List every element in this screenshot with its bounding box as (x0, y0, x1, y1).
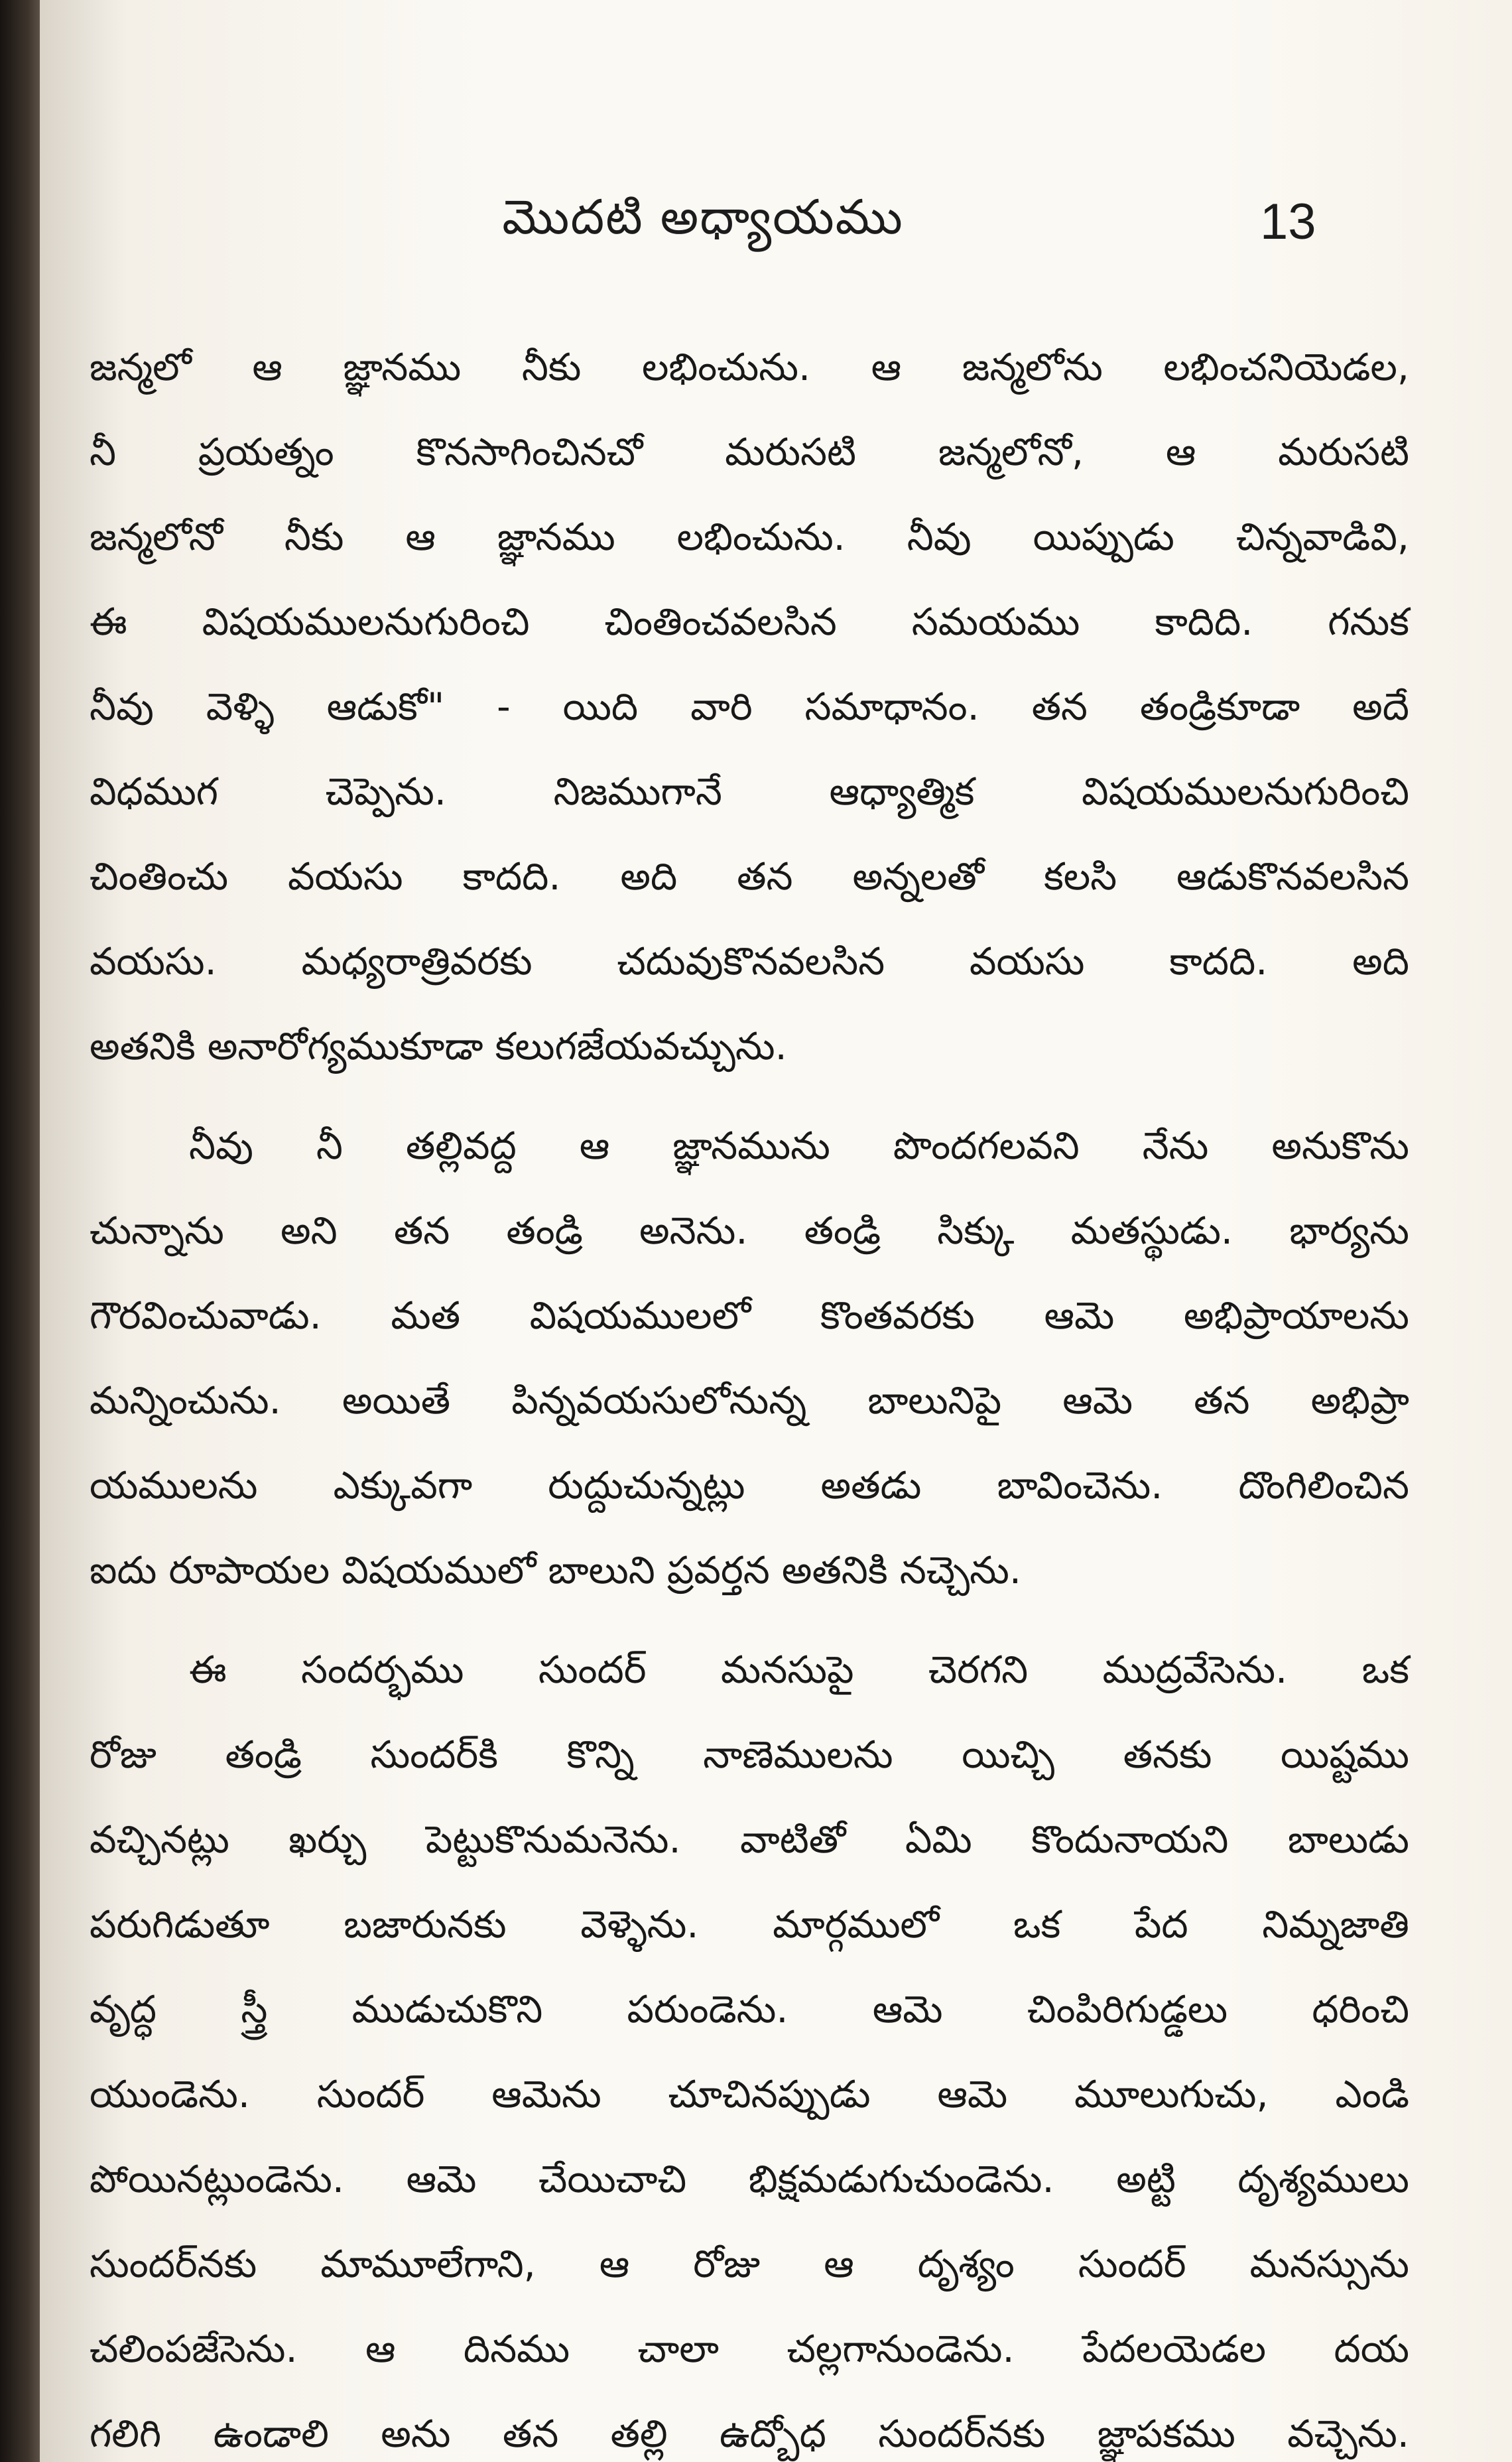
page-header (40, 189, 1512, 269)
paragraph-3 (90, 1628, 1409, 2462)
text-line: ఈ సందర్భము సుందర్ మనసుపై చెరగని ముద్రవేసెను. ఒక (189, 1648, 1409, 1692)
text-line: యుండెను. సుందర్ ఆమెను చూచినప్పుడు ఆమె మూలుగుచు, ఎండి (90, 2073, 1409, 2116)
text-line: ఈ విషయములనుగురించి చింతించవలసిన సమయము కాదిది. గనుక (90, 600, 1409, 644)
text-line: గలిగి ఉండాలి అను తన తల్లి ఉద్బోధ సుందర్‌నకు జ్ఞాపకము వచ్చెను. (90, 2412, 1409, 2456)
page-body (90, 325, 1409, 2462)
text-line: విధముగ చెప్పెను. నిజముగానే ఆధ్యాత్మిక విషయములనుగురించి (90, 770, 1409, 814)
text-line: నీవు వెళ్ళి ఆడుకో" - యిది వారి సమాధానం. తన తండ్రికూడా అదే (90, 685, 1409, 729)
text-line: పోయినట్లుండెను. ఆమె చేయిచాచి భిక్షమడుగుచుండెను. అట్టి దృశ్యములు (90, 2158, 1409, 2201)
book-page (40, 0, 1512, 2462)
text-line: నీ ప్రయత్నం కొనసాగించినచో మరుసటి జన్మలోనో, ఆ మరుసటి (90, 430, 1409, 474)
paragraph-1 (90, 325, 1409, 1089)
text-line: గౌరవించువాడు. మత విషయములలో కొంతవరకు ఆమె అభిప్రాయాలను (90, 1294, 1409, 1338)
page-number: 13 (1260, 194, 1316, 250)
text-line: నీవు నీ తల్లివద్ద ఆ జ్ఞానమును పొందగలవని నేను అనుకొను (189, 1124, 1409, 1168)
text-line: వృద్ధ స్త్రీ ముడుచుకొని పరుండెను. ఆమె చింపిరిగుడ్డలు ధరించి (90, 1988, 1409, 2032)
text-line: సుందర్‌నకు మామూలేగాని, ఆ రోజు ఆ దృశ్యం సుందర్ మనస్సును (90, 2242, 1409, 2286)
text-line: వయసు. మధ్యరాత్రివరకు చదువుకొనవలసిన వయసు కాదది. అది (90, 940, 1409, 984)
chapter-title: మొదటి అధ్యాయము (502, 189, 904, 245)
text-line: యములను ఎక్కువగా రుద్దుచున్నట్లు అతడు బావించెను. దొంగిలించిన (90, 1464, 1409, 1508)
text-line: పరుగిడుతూ బజారునకు వెళ్ళెను. మార్గములో ఒక పేద నిమ్నజాతి (90, 1903, 1409, 1947)
paragraph-2 (90, 1104, 1409, 1613)
text-line: మన్నించును. అయితే పిన్నవయసులోనున్న బాలునిపై ఆమె తన అభిప్రా (90, 1379, 1409, 1423)
text-line: చలింపజేసెను. ఆ దినము చాలా చల్లగానుండెను. పేదలయెడల దయ (90, 2327, 1409, 2371)
text-line: జన్మలో ఆ జ్ఞానము నీకు లభించును. ఆ జన్మలోను లభించనియెడల, (90, 346, 1409, 389)
text-line: వచ్చినట్లు ఖర్చు పెట్టుకొనుమనెను. వాటితో ఏమి కొందునాయని బాలుడు (90, 1818, 1409, 1862)
text-line: అతనికి అనారోగ్యముకూడా కలుగజేయవచ్చును. (90, 1025, 787, 1069)
text-line: చింతించు వయసు కాదది. అది తన అన్నలతో కలసి ఆడుకొనవలసిన (90, 855, 1409, 899)
text-line: రోజు తండ్రి సుందర్‌కి కొన్ని నాణెములను యిచ్చి తనకు యిష్టము (90, 1733, 1409, 1777)
text-line: ఐదు రూపాయల విషయములో బాలుని ప్రవర్తన అతనికి నచ్చెను. (90, 1549, 1021, 1592)
text-line: చున్నాను అని తన తండ్రి అనెను. తండ్రి సిక్కు మతస్థుడు. భార్యను (90, 1209, 1409, 1253)
text-line: జన్మలోనో నీకు ఆ జ్ఞానము లభించును. నీవు యిప్పుడు చిన్నవాడివి, (90, 515, 1409, 559)
